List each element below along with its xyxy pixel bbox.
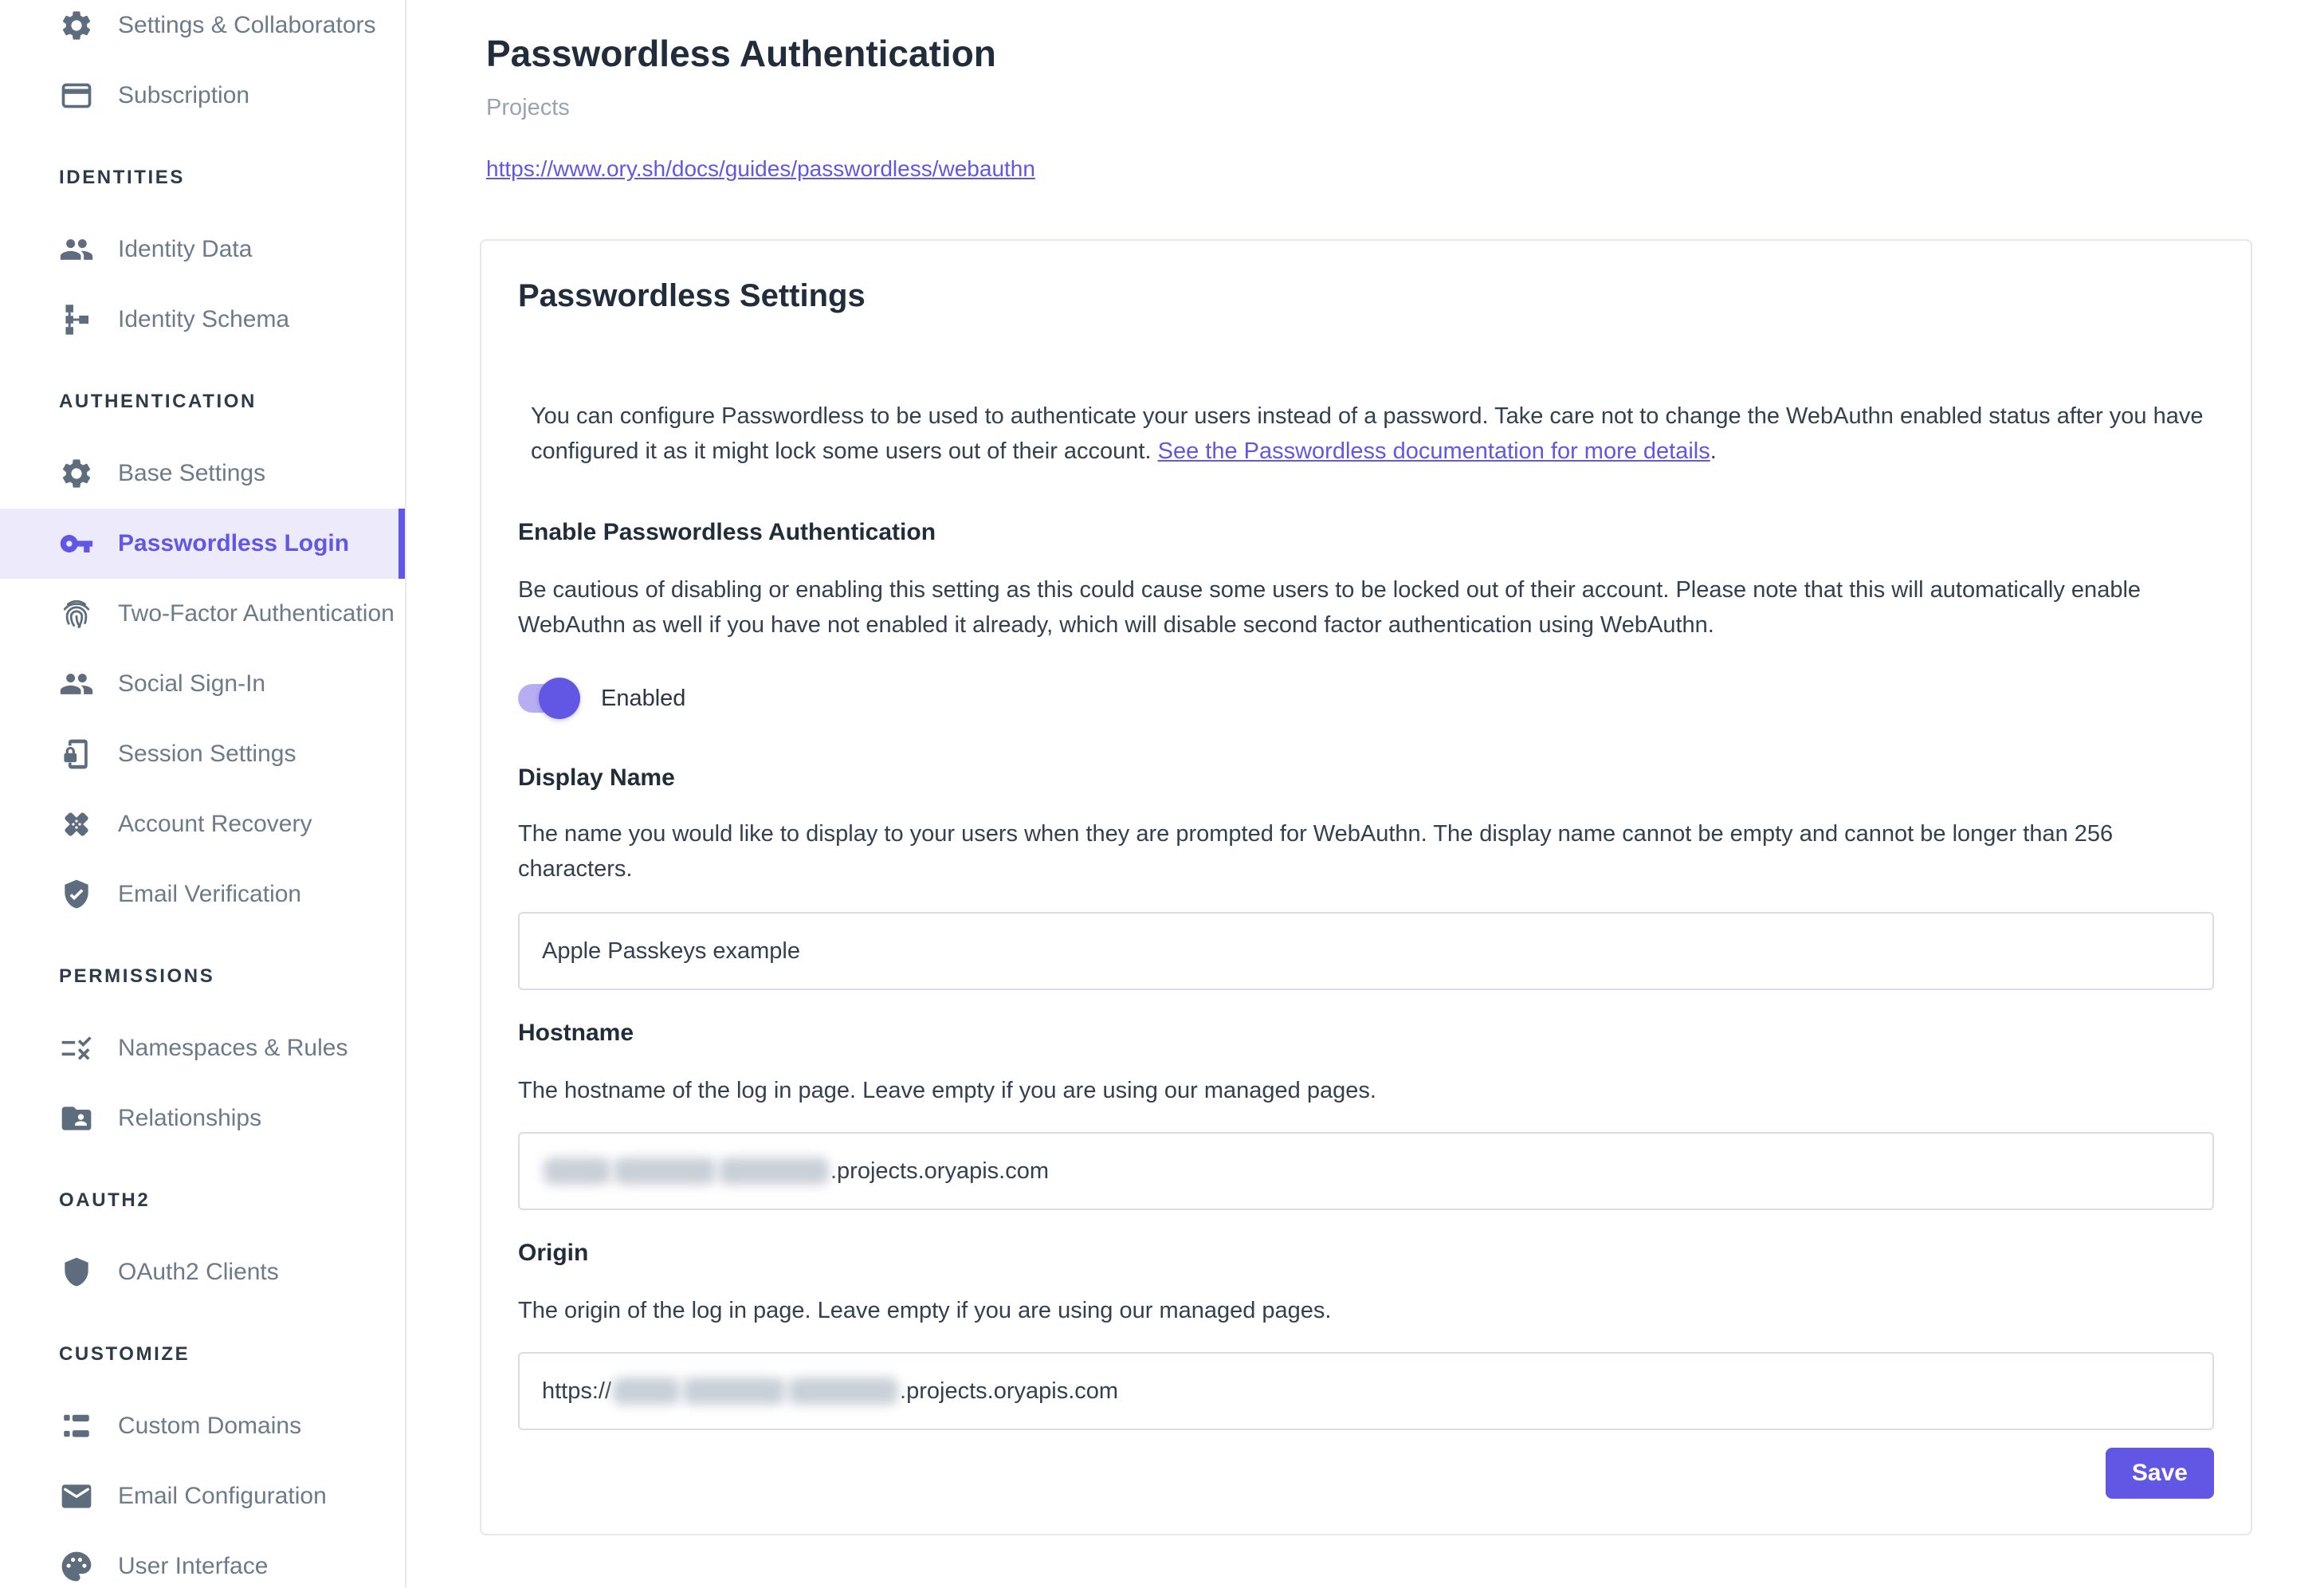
healing-icon xyxy=(59,807,94,842)
sidebar-item-settings-collaborators[interactable] xyxy=(0,0,405,61)
sidebar-item-label: Custom Domains xyxy=(118,1413,302,1439)
mail-icon xyxy=(59,1479,94,1514)
enable-passwordless-heading: Enable Passwordless Authentication xyxy=(518,519,936,545)
sidebar-item-oauth2-clients[interactable] xyxy=(0,1237,405,1307)
page-header xyxy=(406,0,2324,183)
sidebar xyxy=(0,0,406,1588)
shield-check-icon xyxy=(59,877,94,912)
sidebar-item-email-configuration[interactable] xyxy=(0,1461,405,1531)
sidebar-item-custom-domains[interactable] xyxy=(0,1391,405,1461)
main-content xyxy=(406,0,2324,1588)
redacted-text xyxy=(613,1378,680,1405)
sidebar-section-authentication: AUTHENTICATION xyxy=(59,391,257,412)
sidebar-item-base-settings[interactable] xyxy=(0,438,405,509)
sidebar-item-subscription[interactable] xyxy=(0,61,405,131)
sidebar-item-email-verification[interactable] xyxy=(0,859,405,930)
sidebar-item-identity-data[interactable] xyxy=(0,214,405,285)
sidebar-item-label: Base Settings xyxy=(118,460,266,486)
sidebar-item-label: Namespaces & Rules xyxy=(118,1035,348,1061)
sidebar-item-account-recovery[interactable] xyxy=(0,789,405,859)
gear-icon xyxy=(59,8,94,43)
sidebar-section-permissions: PERMISSIONS xyxy=(59,965,215,987)
toggle-knob xyxy=(539,678,580,719)
sidebar-item-label: Two-Factor Authentication xyxy=(118,600,395,627)
sidebar-item-label: Identity Schema xyxy=(118,306,290,332)
sidebar-item-relationships[interactable] xyxy=(0,1083,405,1154)
sidebar-nav xyxy=(0,0,405,1588)
credit-card-icon xyxy=(59,78,94,113)
save-row xyxy=(518,1448,2214,1499)
origin-input[interactable] xyxy=(518,1352,2214,1430)
docs-link[interactable]: https://www.ory.sh/docs/guides/passwordless/webauthn xyxy=(486,156,1035,181)
sidebar-item-label: Subscription xyxy=(118,82,250,108)
display-name-input[interactable] xyxy=(518,912,2214,990)
breadcrumb: Projects xyxy=(486,95,570,120)
sidebar-item-label: Social Sign-In xyxy=(118,670,266,697)
shield-icon xyxy=(59,1255,94,1290)
origin-prefix: https:// xyxy=(542,1378,612,1404)
card-heading: Passwordless Settings xyxy=(518,278,866,313)
toggle-row xyxy=(518,678,2214,719)
intro-suffix: . xyxy=(1710,438,1717,464)
redacted-text xyxy=(544,1158,610,1185)
passwordless-docs-link[interactable]: See the Passwordless documentation for more details xyxy=(1157,438,1710,464)
toggle-label: Enabled xyxy=(601,685,686,711)
schema-icon xyxy=(59,302,94,337)
origin-suffix: .projects.oryapis.com xyxy=(900,1378,1119,1404)
sidebar-section-oauth2: OAUTH2 xyxy=(59,1189,151,1211)
sidebar-item-label: Relationships xyxy=(118,1105,262,1131)
display-name-heading: Display Name xyxy=(518,765,675,791)
intro-paragraph xyxy=(531,399,2204,469)
redacted-text xyxy=(788,1378,898,1405)
sidebar-item-label: Passwordless Login xyxy=(118,530,350,556)
passwordless-toggle[interactable] xyxy=(518,678,579,719)
display-name-value: Apple Passkeys example xyxy=(542,937,800,964)
sidebar-item-label: OAuth2 Clients xyxy=(118,1259,279,1285)
gear-icon xyxy=(59,456,94,491)
sidebar-item-label: Account Recovery xyxy=(118,811,312,837)
redacted-text xyxy=(683,1378,785,1405)
sidebar-section-identities: IDENTITIES xyxy=(59,167,186,188)
people-icon xyxy=(59,666,94,702)
display-name-description: The name you would like to display to your users when they are prompted for WebAuthn. The display name cannot be empty and cannot be longer than 256 characters. xyxy=(518,821,2114,882)
sidebar-item-namespaces-rules[interactable] xyxy=(0,1013,405,1083)
origin-description: The origin of the log in page. Leave empty if you are using our managed pages. xyxy=(518,1298,1332,1323)
page-title: Passwordless Authentication xyxy=(486,33,996,74)
save-button[interactable]: Save xyxy=(2106,1448,2214,1499)
hostname-suffix: .projects.oryapis.com xyxy=(830,1158,1049,1184)
device-lock-icon xyxy=(59,737,94,772)
palette-icon xyxy=(59,1549,94,1584)
key-icon xyxy=(59,526,94,561)
origin-heading: Origin xyxy=(518,1240,589,1266)
sidebar-item-social-sign-in[interactable] xyxy=(0,649,405,719)
sidebar-item-two-factor-authentication[interactable] xyxy=(0,579,405,649)
sidebar-item-label: User Interface xyxy=(118,1553,269,1579)
sidebar-item-label: Settings & Collaborators xyxy=(118,12,376,38)
enable-passwordless-description: Be cautious of disabling or enabling this setting as this could cause some users to be locked out of their account. Please note that this will automatically enable WebAuthn as well if you have not enabled it already, which will disable second factor authentication using WebAuthn. xyxy=(518,577,2141,638)
passwordless-settings-card xyxy=(480,239,2252,1535)
redacted-text xyxy=(614,1158,716,1185)
sidebar-item-label: Identity Data xyxy=(118,236,253,262)
sidebar-item-label: Email Verification xyxy=(118,881,302,907)
fingerprint-icon xyxy=(59,596,94,631)
sidebar-section-customize: CUSTOMIZE xyxy=(59,1343,190,1365)
intro-text: You can configure Passwordless to be used to authenticate your users instead of a password. Take care not to change the WebAuthn enabled status after you have configured it as it might lock some users out of their account. xyxy=(531,403,2204,464)
sidebar-item-passwordless-login[interactable] xyxy=(0,509,405,579)
people-icon xyxy=(59,232,94,267)
folder-shared-icon xyxy=(59,1101,94,1136)
sidebar-item-session-settings[interactable] xyxy=(0,719,405,789)
sidebar-item-label: Email Configuration xyxy=(118,1483,327,1509)
rule-icon xyxy=(59,1031,94,1066)
sidebar-item-user-interface[interactable] xyxy=(0,1531,405,1588)
hostname-input[interactable] xyxy=(518,1132,2214,1210)
hostname-heading: Hostname xyxy=(518,1020,634,1046)
sidebar-item-identity-schema[interactable] xyxy=(0,285,405,355)
redacted-text xyxy=(719,1158,829,1185)
hostname-description: The hostname of the log in page. Leave empty if you are using our managed pages. xyxy=(518,1078,1376,1103)
dns-icon xyxy=(59,1409,94,1444)
sidebar-item-label: Session Settings xyxy=(118,741,296,767)
